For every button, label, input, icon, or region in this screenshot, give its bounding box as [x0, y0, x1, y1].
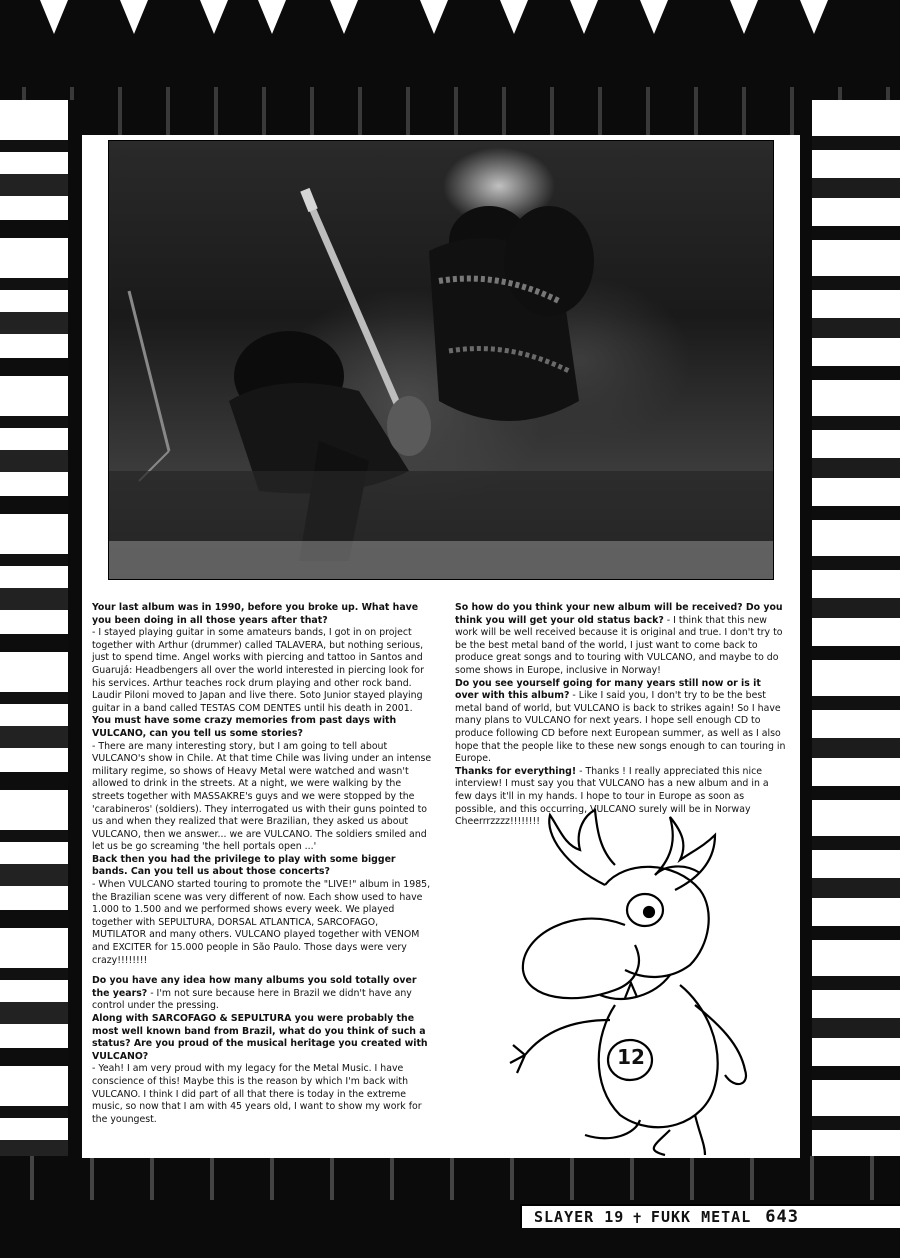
interview-paragraph: [92, 627, 432, 715]
page-footer: [520, 1204, 900, 1228]
moose-cartoon-illustration: [505, 805, 770, 1160]
article-column-left: [92, 602, 432, 1126]
interview-question: Your last album was in 1990, before you broke up. What have you been doing in all those years after that?: [92, 602, 419, 626]
frame-spike: [40, 0, 68, 34]
jersey-number: 12: [617, 1045, 645, 1069]
interview-paragraph: [92, 1063, 432, 1126]
interview-question: So how do you think your new album will be received? Do you think you will get your old status back?: [455, 602, 783, 626]
frame-spike: [640, 0, 668, 34]
frame-spike: [730, 0, 758, 34]
decorative-frame-left: [0, 100, 82, 1180]
interview-paragraph: [92, 715, 432, 740]
interview-paragraph: [92, 975, 432, 1013]
frame-spike: [258, 0, 286, 34]
interview-question: Along with SARCOFAGO & SEPULTURA you were probably the most well known band from Brazil, what do you think of such a status? Are you proud of the musical heritage you created with VULCANO?: [92, 1013, 428, 1062]
cross-icon: ✝: [632, 1207, 643, 1227]
interview-answer: - Thanks ! I really appreciated this nice interview! I must say you that VULCANO has a new album and in a few days it'll in my hands. I hope to tour in Europe as soon as possible, and this occurring, VULCANO surely will be in Norway Cheerrrzzzz!!!!!!!!: [455, 765, 769, 828]
frame-spike: [570, 0, 598, 34]
interview-answer: - There are many interesting story, but I am going to tell about VULCANO's show in Chile. At that time Chile was living under an intense military regime, so shows of Heavy Metal were watched and wasn't allowed to drink in the streets. At a night, we were walking by the streets together with MASSAKRE's guys and we were stopped by the 'carabineros' (soldiers). They interrogated us with their guns pointed to us and when they realized that were Brazilian, they asked us about VULCANO, then we answer... we are VULCANO. The soldiers smiled and let us be go screaming 'the hell portals open ...': [92, 740, 432, 853]
interview-answer: - Yeah! I am very proud with my legacy for the Metal Music. I have conscience of this! Maybe this is the reason by which I'm back with VULCANO. I think I did part of all that there is today in the extreme music, so now that I am with 45 years old, I want to show my work for the youngest.: [92, 1063, 422, 1125]
interview-answer: - I'm not sure because here in Brazil we didn't have any control under the pressing.: [92, 987, 412, 1012]
interview-answer: - I stayed playing guitar in some amateurs bands, I got in on project together with Arthur (drummer) called TALAVERA, but nothing serious, just to spend time. Angel works with piercing and tattoo in Santos and Guarujá: Headbengers all over the world interested in piercing look for his services. Arthur teaches rock drum playing and other rock band. Laudir Piloni moved to Japan and live there. Soto Junior stayed playing guitar in a band called TESTAS COM DENTES until his death in 2001.: [92, 627, 424, 714]
frame-spike: [200, 0, 228, 34]
interview-answer: - Like I said you, I don't try to be the best metal band of world, but VULCANO is back to strikes again! So I have many plans to VULCANO for next years. I hope sell enough CD to produce following CD before next European summer, as well as I also hope that the people like to these new songs enough to can touring in Europe.: [455, 690, 786, 765]
interview-answer: - I think that this new work will be well received because it is original and true. I don't try to be the best metal band of the world, I just want to come back to produce great songs and to touring with VULCANO, and maybe to do some shows in Europe, inclusive in Norway!: [455, 614, 783, 676]
decorative-frame-right: [800, 100, 900, 1180]
interview-paragraph: [92, 879, 432, 967]
page-number: 643: [765, 1207, 799, 1227]
interview-answer: - When VULCANO started touring to promote the "LIVE!" album in 1985, the Brazilian scene was very different of now. Each show used to have 1.000 to 1.500 and we performed shows every week. We played together with SEPULTURA, DORSAL ATLANTICA, SARCOFAGO, MUTILATOR and many others. VULCANO played together with VENOM and EXCITER for 15.000 people in São Paulo. Those days were very crazy!!!!!!!!: [92, 879, 431, 966]
frame-spike: [800, 0, 828, 34]
footer-magazine-title: SLAYER 19: [534, 1208, 625, 1226]
interview-paragraph: [455, 678, 787, 766]
interview-question: Do you have any idea how many albums you sold totally over the years?: [92, 975, 417, 999]
concert-photo-image: [109, 141, 773, 579]
decorative-frame-top: [0, 0, 900, 135]
frame-spike: [330, 0, 358, 34]
interview-paragraph: [92, 1013, 432, 1063]
interview-paragraph: [92, 602, 432, 627]
paragraph-gap: [92, 967, 432, 975]
interview-question: Back then you had the privilege to play with some bigger bands. Can you tell us about those concerts?: [92, 853, 396, 878]
interview-question: Do you see yourself going for many years still now or is it over with this album?: [455, 677, 761, 702]
interview-paragraph: [92, 854, 432, 879]
frame-spike: [420, 0, 448, 34]
interview-question: You must have some crazy memories from past days with VULCANO, can you tell us some stories?: [92, 715, 397, 739]
article-column-right: [455, 602, 787, 829]
interview-paragraph: [92, 741, 432, 854]
interview-question: Thanks for everything!: [455, 765, 577, 777]
frame-spike: [120, 0, 148, 34]
frame-spike: [500, 0, 528, 34]
interview-paragraph: [455, 602, 787, 678]
band-live-photo: [108, 140, 774, 580]
footer-section-title: FUKK METAL: [650, 1208, 752, 1226]
